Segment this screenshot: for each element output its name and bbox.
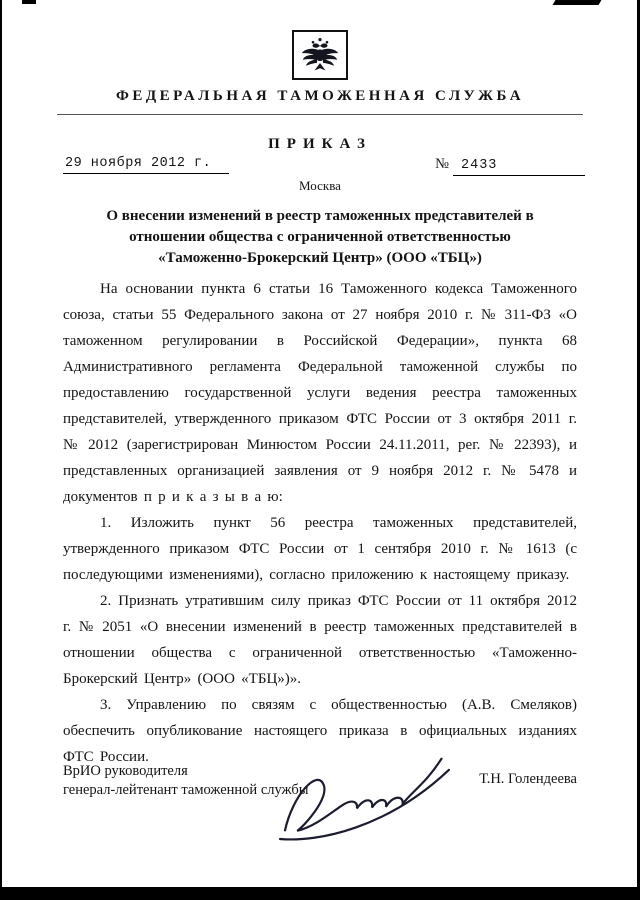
- agency-name: ФЕДЕРАЛЬНАЯ ТАМОЖЕННАЯ СЛУЖБА: [115, 88, 525, 104]
- date-number-row: [63, 156, 585, 178]
- order-number-group: [435, 156, 585, 176]
- order-number: 2433: [453, 158, 585, 176]
- scan-mark-top-left: [22, 0, 36, 4]
- signature-block: [63, 762, 577, 800]
- paragraph-item-2: 2. Признать утратившим силу приказ ФТС России от 11 октября 2012 г. № 2051 «О внесении изменений в реестр таможенных представителей в отношении общества с ограниченной ответственностью «Таможенно-Брокерский Центр» (ООО «ТБЦ»)».: [63, 593, 577, 687]
- paragraph-item-3: 3. Управлению по связям с общественностью (А.В. Смеляков) обеспечить опубликование настоящего приказа в официальных изданиях ФТС России.: [63, 697, 577, 765]
- double-headed-eagle-icon: [300, 37, 340, 73]
- order-body: [63, 276, 577, 770]
- city-name: Москва: [299, 178, 341, 193]
- signer-position-line: генерал-лейтенант таможенной службы: [63, 782, 309, 798]
- order-title: [63, 206, 577, 269]
- issue-date: 29 ноября 2012 г.: [63, 156, 229, 174]
- signer-name: Т.Н. Голендеева: [479, 771, 577, 787]
- order-title-line: О внесении изменений в реестр таможенных представителей в: [106, 208, 534, 224]
- paragraph-preamble: На основании пункта 6 статьи 16 Таможенного кодекса Таможенного союза, статьи 55 Федерального закона от 27 ноября 2010 г. № 311-ФЗ «О таможенном регулировании в Российской Федерации», пункта 68 Административного регламента Федеральной таможенной службы по предоставлению государственной услуги ведения реестра таможенных представителей, утвержденного приказом ФТС России от 3 октября 2011 г. № 2012 (зарегистрирован Минюстом России 24.11.2011, рег. № 22393), и представленных организацией заявления от 9 ноября 2012 г. № 5478 и документов п р и к а з ы в а ю:: [63, 281, 577, 505]
- signer-position-line: ВрИО руководителя: [63, 763, 188, 779]
- scan-edge-bottom: [0, 887, 640, 900]
- order-title-line: отношении общества с ограниченной ответственностью: [129, 229, 511, 245]
- header-rule: [57, 114, 583, 115]
- doc-type-heading: ПРИКАЗ: [268, 136, 372, 152]
- paragraph-item-1: 1. Изложить пункт 56 реестра таможенных представителей, утвержденного приказом ФТС России от 1 сентября 2010 г. № 1613 (с последующими изменениями), согласно приложению к настоящему приказу.: [63, 515, 577, 583]
- number-sign: №: [435, 156, 449, 172]
- order-title-line: «Таможенно-Брокерский Центр» (ООО «ТБЦ»): [158, 250, 482, 266]
- signer-position: [63, 762, 309, 800]
- scan-edge-left: [0, 0, 2, 900]
- emblem-box: [292, 30, 348, 80]
- scan-mark-top-right: [553, 0, 602, 5]
